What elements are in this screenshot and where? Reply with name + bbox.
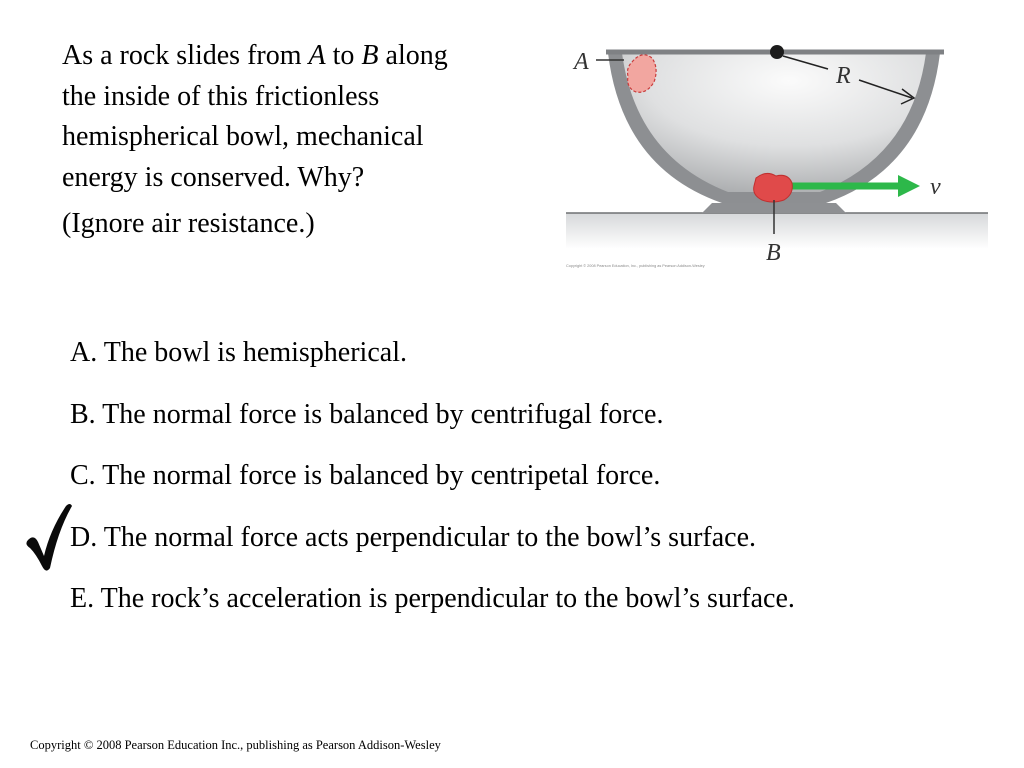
point-a-label: A (308, 40, 326, 71)
bowl-diagram (562, 38, 992, 270)
figure-label-b: B (766, 240, 781, 266)
bowl-center-point (770, 45, 784, 59)
figure-label-v: v (930, 174, 941, 200)
figure-label-a: A (574, 49, 589, 75)
choice-b[interactable]: B. The normal force is balanced by centrifugal force. (70, 398, 664, 430)
rock-at-b (754, 173, 793, 202)
footer-copyright: Copyright © 2008 Pearson Education Inc., publishing as Pearson Addison-Wesley (30, 738, 441, 752)
choice-d[interactable]: D. The normal force acts perpendicular to the bowl’s surface. (70, 521, 756, 553)
point-b-label: B (361, 40, 379, 71)
figure-fine-print: Copyright © 2008 Pearson Education, Inc., publishing as Pearson Addison-Wesley (566, 264, 705, 268)
bowl-figure (562, 38, 992, 270)
question-line-1: As a rock slides from A to B along (62, 40, 448, 71)
figure-label-r: R (836, 63, 851, 89)
answer-choices (70, 332, 795, 640)
question-line-3: hemispherical bowl, mechanical (62, 121, 424, 152)
question-note: (Ignore air resistance.) (62, 208, 315, 239)
question-line-4: energy is conserved. Why? (62, 161, 365, 193)
choice-c[interactable]: C. The normal force is balanced by centripetal force. (70, 460, 661, 491)
choice-a[interactable]: A. The bowl is hemispherical. (70, 337, 407, 368)
checkmark-icon (20, 500, 76, 576)
choice-e[interactable]: E. The rock’s acceleration is perpendicular to the bowl’s surface. (70, 583, 795, 614)
question-line-2: the inside of this frictionless (62, 80, 380, 112)
velocity-arrowhead (898, 175, 920, 197)
question-text (62, 36, 542, 245)
